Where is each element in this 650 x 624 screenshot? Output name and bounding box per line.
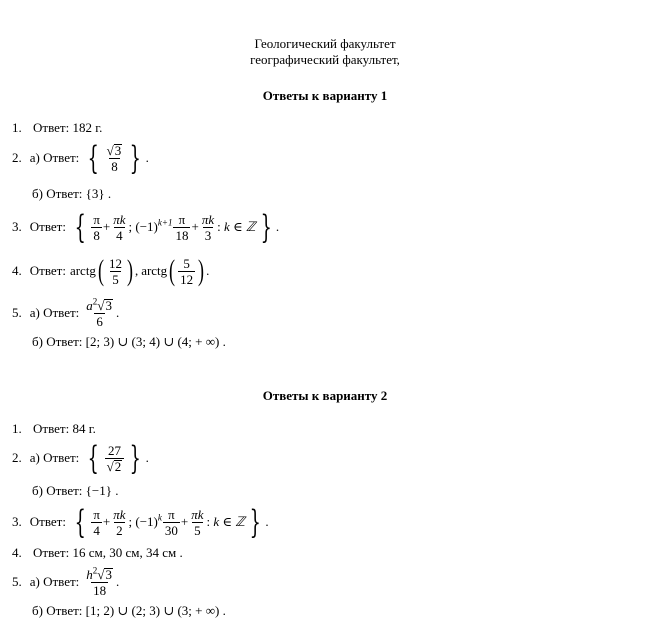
k-in-z: k ∈ ℤ: [213, 514, 245, 529]
item-number: 2.: [12, 150, 22, 165]
answer-value: [2; 3) ∪ (3; 4) ∪ (4; + ∞) .: [85, 334, 226, 349]
v1-q5-answer: $a^2$ √ 3 6 .: [86, 296, 120, 329]
fraction: √ 3 8: [106, 142, 122, 174]
v1-item3: [12, 205, 279, 249]
v1-item2a: [12, 136, 149, 180]
v2-q2-answer: { 27 √ 2 } .: [87, 439, 149, 477]
answer-label: а) Ответ:: [29, 450, 80, 465]
right-brace: }: [129, 439, 142, 477]
header-faculty-line2: географический факультет,: [250, 52, 400, 67]
right-brace: }: [129, 139, 142, 177]
v1-q2-answer: { √ 3 8 } .: [87, 139, 149, 177]
item-number: 3.: [12, 514, 22, 529]
answer-value: 182 г.: [72, 120, 103, 135]
v1-item4: [12, 249, 209, 293]
v1-q4-answer: arctg ( $\frac{12}{5}$ ) , arctg ( $\frac{5}{12}$ ) .: [69, 254, 210, 287]
answer-label: б) Ответ:: [32, 483, 83, 498]
v1-item1: [12, 120, 102, 136]
answer-label: а) Ответ:: [29, 305, 80, 320]
item-number: 4.: [12, 263, 22, 278]
answer-value: {−1} .: [85, 483, 119, 498]
answer-value: 16 см, 30 см, 34 см .: [72, 545, 183, 560]
answer-label: а) Ответ:: [29, 150, 80, 165]
variant1-title: Ответы к варианту 1: [262, 88, 388, 103]
answer-value: [1; 2) ∪ (2; 3) ∪ (3; + ∞) .: [85, 603, 226, 618]
right-brace: }: [249, 503, 261, 541]
v1-item5b: [32, 334, 226, 350]
item-number: 5.: [12, 574, 22, 589]
answer-label: Ответ:: [33, 120, 70, 135]
item-number: 5.: [12, 305, 22, 320]
header-faculty-line1: Геологический факультет: [254, 36, 396, 51]
answer-label: б) Ответ:: [32, 603, 83, 618]
v1-q3-answer: { $\frac{\pi}{8}$ + $\frac{\pi k}{4}$ ; $(-1)^{k+1}$ $\frac{\pi}{18}$ + $\frac{\pi k}{3}$ : k ∈ ℤ } .: [74, 208, 280, 246]
v2-item2a: [12, 436, 149, 480]
v2-q3-answer: { $\frac{\pi}{4}$ + $\frac{\pi k}{2}$ ; $(-1)^k$ $\frac{\pi}{30}$ + $\frac{\pi k}{5}$ : k ∈ ℤ } .: [74, 503, 269, 541]
answer-value: {3} .: [85, 186, 112, 201]
left-brace: {: [74, 503, 86, 541]
answer-label: а) Ответ:: [29, 574, 80, 589]
v2-item2b: [32, 483, 118, 499]
sqrt: √ 3: [106, 142, 122, 158]
v1-item2b: [32, 186, 111, 202]
answer-label: б) Ответ:: [32, 334, 83, 349]
answer-label: Ответ:: [29, 514, 66, 529]
left-brace: {: [87, 439, 100, 477]
answer-label: Ответ:: [33, 421, 70, 436]
left-brace: {: [74, 208, 86, 246]
answer-value: 84 г.: [72, 421, 96, 436]
right-brace: }: [260, 208, 272, 246]
k-in-z: k ∈ ℤ: [223, 219, 256, 234]
item-number: 1.: [12, 120, 22, 135]
v2-item3: [12, 500, 269, 544]
v2-item5a: [12, 562, 119, 602]
variant2-title: Ответы к варианту 2: [262, 388, 388, 403]
v2-item4: [12, 545, 183, 561]
answer-label: Ответ:: [29, 219, 66, 234]
v1-item5a: [12, 293, 119, 333]
item-number: 2.: [12, 450, 22, 465]
answer-label: Ответ:: [33, 545, 70, 560]
answer-label: Ответ:: [29, 263, 66, 278]
v2-item1: [12, 421, 96, 437]
item-number: 4.: [12, 545, 22, 560]
item-number: 1.: [12, 421, 22, 436]
item-number: 3.: [12, 219, 22, 234]
v2-item5b: [32, 603, 226, 619]
v2-q5-answer: $h^2$ √ 3 18 .: [86, 565, 120, 598]
answer-label: б) Ответ:: [32, 186, 83, 201]
left-brace: {: [87, 139, 100, 177]
